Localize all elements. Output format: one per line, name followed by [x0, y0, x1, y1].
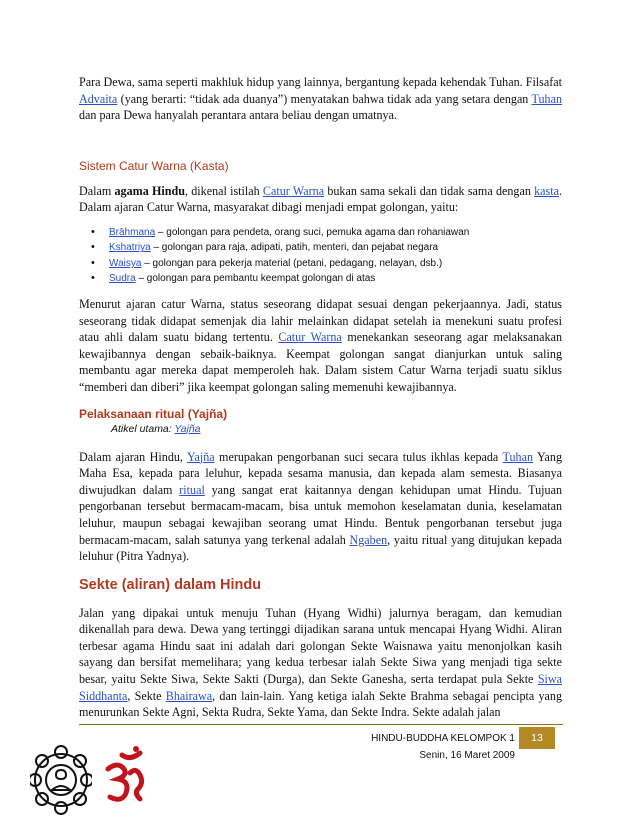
text: (yang berarti: “tidak ada duanya”) menyatakan bahwa tidak ada yang setara dengan — [117, 91, 532, 106]
heading-ritual: Pelaksanaan ritual (Yajña) — [79, 406, 228, 421]
link-kshatriya[interactable]: Kshatriya — [109, 242, 151, 254]
text: , Sekte — [127, 688, 166, 703]
list-item — [91, 256, 562, 272]
text: yang sangat erat kaitannya dengan kehidupan umat Hindu. Tujuan pengorbanan tersebut bermacam-macam, bisa untuk memohon keselamatan dunia, keselamatan leluhur, maupun sebagai kewajiban seorang umat Hindu. Bentuk pengorbanan tersebut juga bermacam-macam, salah satunya yang terkenal adalah — [79, 482, 562, 547]
heading-sekte: Sekte (aliran) dalam Hindu — [79, 576, 262, 593]
paragraph-catur-warna — [79, 183, 562, 216]
paragraph-dewa — [79, 74, 562, 124]
link-advaita[interactable]: Advaita — [79, 91, 118, 106]
text: Menurut ajaran catur Warna, status seseorang didapat sesuai dengan pekerjaannya. Jadi, status seseorang tidak didapat semenjak dia lahir melainkan didapat setelah ia menekuni suatu profesi atau ahli dalam suatu bidang tertentu. — [79, 296, 562, 345]
link-kasta[interactable]: kasta — [534, 183, 559, 198]
link-ritual[interactable]: ritual — [179, 482, 205, 497]
text: – golongan para raja, adipati, patih, menteri, dan pejabat negara — [150, 242, 439, 254]
om-symbol-icon — [100, 745, 150, 807]
list-item — [91, 225, 562, 241]
list-item — [91, 271, 562, 287]
text: bukan sama sekali dan tidak sama dengan — [324, 183, 535, 198]
text: , yaitu ritual yang ditujukan kepada leluhur (Pitra Yadnya). — [79, 532, 562, 564]
link-sudra[interactable]: Sudra — [109, 273, 136, 285]
text: – golongan para pekerja material (petani, pedagang, nelayan, dsb.) — [141, 257, 443, 269]
link-waisya[interactable]: Waisya — [109, 257, 142, 269]
link-yajna-article[interactable]: Yajña — [174, 422, 201, 435]
page-number: 13 — [519, 727, 555, 749]
main-article-note — [111, 423, 562, 435]
text: dan para Dewa hanyalah perantara antara beliau dengan umatnya. — [79, 108, 397, 123]
buddha-mandala-icon — [30, 740, 92, 820]
link-tuhan[interactable]: Tuhan — [531, 91, 562, 106]
text: – golongan para pembantu keempat golongan di atas — [135, 273, 376, 285]
footer-title: HINDU-BUDDHA KELOMPOK 1 — [371, 733, 515, 744]
footer-date: Senin, 16 Maret 2009 — [419, 750, 515, 761]
link-brahmana[interactable]: Brāhmana — [109, 226, 156, 238]
text: Yang Maha Esa, kepada para leluhur, kepada sesama manusia, dan kepada alam semesta. Biasanya diwujudkan dalam — [79, 449, 563, 497]
text: Jalan yang dipakai untuk menuju Tuhan (Hyang Widhi) jalurnya beragam, dan kemudian dikenallah para dewa. Dewa yang tertinggi dijadikan sarana untuk mencapai Hyang Widhi. Aliran terbesar agama Hindu saat ini adalah dari golongan Sekte Waisnawa yaitu menonjolkan kasih sayang dan bersifat memelihara; yang kedua terbesar ialah Sekte Siwa yang menjadi tiga sekte besar, yaitu Sekte Siwa, Sekte Sakti (Durga), dan Sekte Ganesha, serta terdapat pula Sekte — [79, 605, 562, 687]
paragraph-yajna — [79, 449, 562, 565]
link-bhairawa[interactable]: Bhairawa — [165, 688, 213, 703]
list-item — [91, 240, 562, 256]
text: menekankan seseorang agar melaksanakan kewajibannya dengan sebaik-baiknya. Keempat golongan sangat dianjurkan untuk saling membantu agar mereka dapat memperoleh hak. Dalam sistem Catur Warna terjadi suatu siklus “memberi dan diberi” jika keempat golongan saling memenuhi kewajibannya. — [79, 330, 563, 394]
text: , dan lain-lain. Yang ketiga ialah Sekte Brahma sebagai pencipta yang menurunkan Sekte Agni, Sekta Rudra, Sekte Yama, dan Sekte Indra. Sekte adalah jalan — [79, 688, 562, 720]
link-tuhan-2[interactable]: Tuhan — [502, 449, 534, 464]
link-yajna[interactable]: Yajña — [186, 449, 215, 464]
text: Atikel utama: — [111, 422, 175, 435]
text: Para Dewa, sama seperti makhluk hidup yang lainnya, bergantung kepada kehendak Tuhan. Filsafat — [79, 75, 562, 89]
bold-text: agama Hindu — [114, 183, 185, 198]
link-ngaben[interactable]: Ngaben — [349, 532, 388, 547]
footer-divider — [79, 724, 563, 725]
document-body — [79, 74, 562, 721]
paragraph-sekte — [79, 605, 562, 721]
text: – golongan para pendeta, orang suci, pemuka agama dan rohaniawan — [155, 226, 470, 238]
text: , dikenal istilah — [184, 183, 263, 198]
paragraph-status — [79, 296, 562, 396]
text: . Dalam ajaran Catur Warna, masyarakat dibagi menjadi empat golongan, yaitu: — [79, 183, 563, 215]
text: merupakan pengorbanan suci secara tulus ikhlas kepada — [214, 449, 503, 464]
link-catur-warna[interactable]: Catur Warna — [262, 183, 325, 198]
footer-text — [371, 730, 515, 764]
link-catur-warna-2[interactable]: Catur Warna — [278, 330, 342, 345]
caste-list — [79, 225, 562, 287]
text: Dalam — [79, 183, 115, 198]
heading-catur-warna: Sistem Catur Warna (Kasta) — [79, 158, 229, 173]
text: Dalam ajaran Hindu, — [79, 449, 187, 464]
link-siwa-siddhanta[interactable]: Siwa Siddhanta — [79, 672, 562, 703]
